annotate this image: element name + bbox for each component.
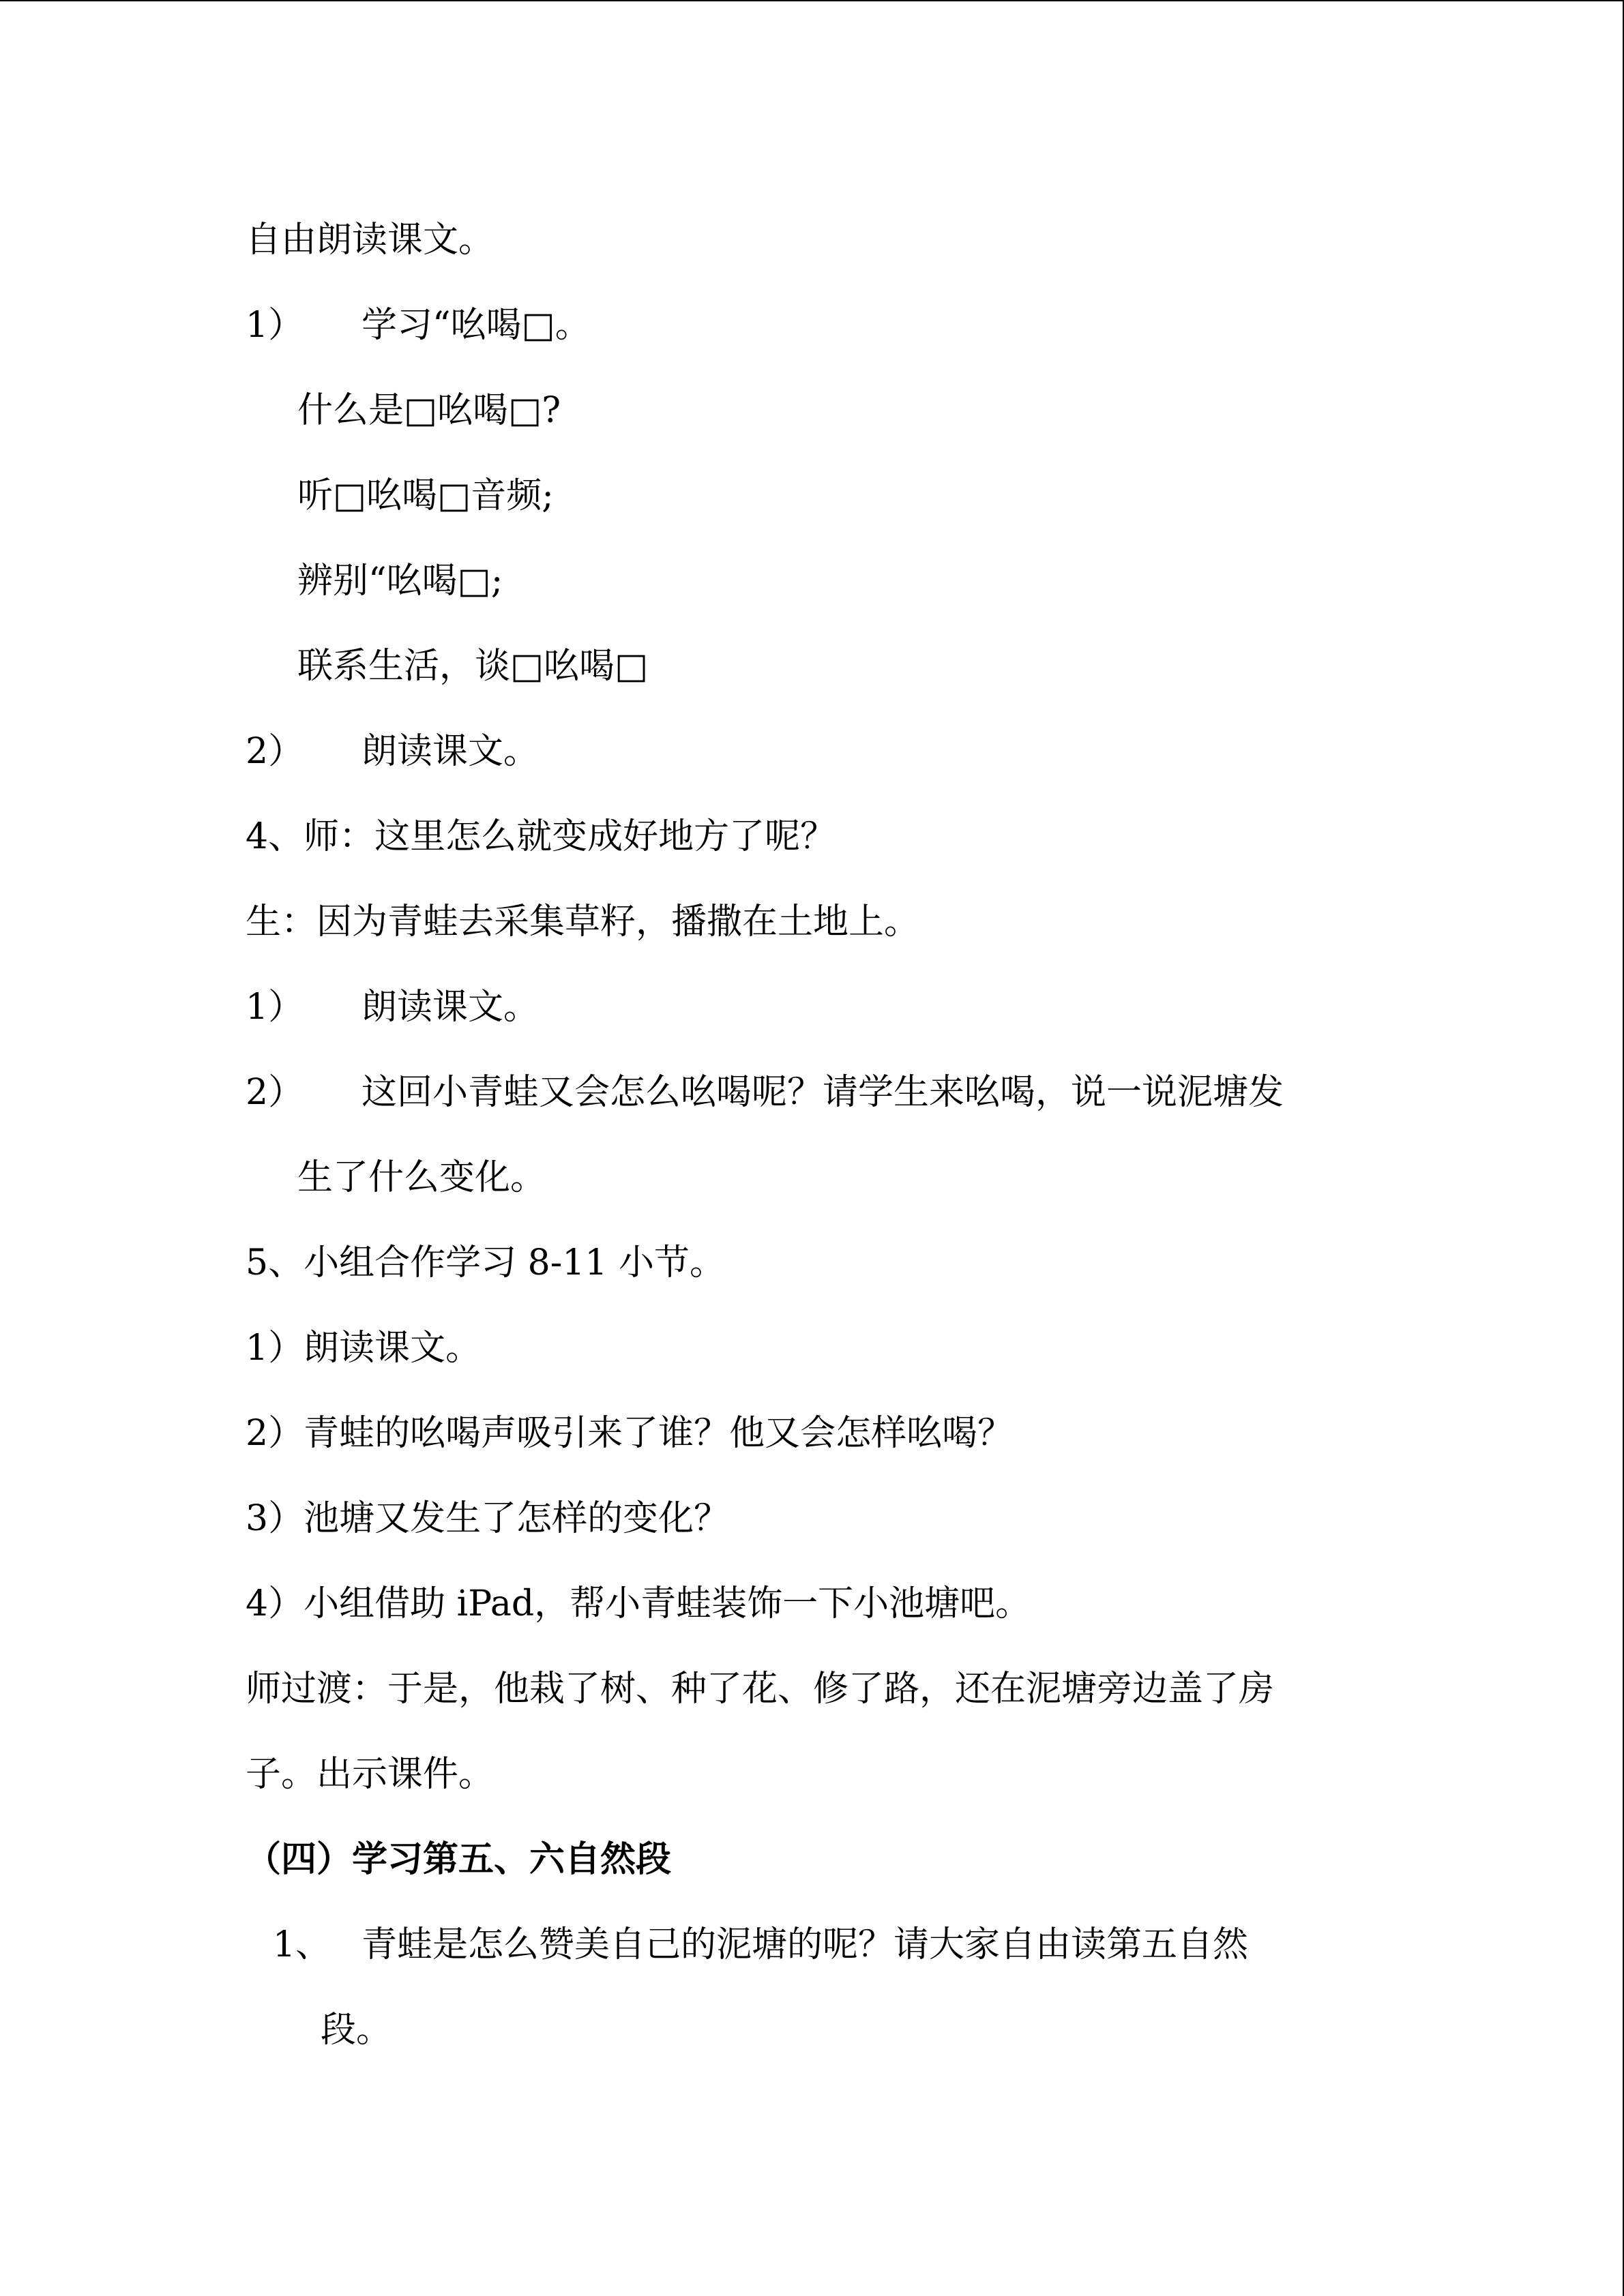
sub-item-text: 听□吆喝□音频; xyxy=(297,475,554,516)
list-item-text: 青蛙是怎么赞美自己的泥塘的呢？请大家自由读第五自然 xyxy=(361,1924,1249,1965)
paragraph xyxy=(246,1398,1371,1483)
paragraph xyxy=(246,801,1371,886)
paragraph-text: 师过渡：于是，他栽了树、种了花、修了路，还在泥塘旁边盖了房 xyxy=(246,1669,1275,1710)
paragraph-text: 1）朗读课文。 xyxy=(246,1328,482,1369)
paragraph xyxy=(246,886,1371,972)
continuation-line xyxy=(246,1995,1371,2080)
paragraph-text: 子。出示课件。 xyxy=(246,1754,494,1795)
paragraph-text: 3）池塘又发生了怎样的变化？ xyxy=(246,1498,730,1539)
paragraph xyxy=(246,1739,1371,1824)
paragraph xyxy=(246,1654,1371,1739)
sub-item xyxy=(246,631,1371,716)
sub-item xyxy=(246,375,1371,460)
list-item xyxy=(246,290,1371,375)
paragraph xyxy=(246,205,1371,290)
sub-item xyxy=(246,460,1371,546)
paragraph xyxy=(246,1313,1371,1398)
paragraph-text: 5、小组合作学习 8-11 小节。 xyxy=(246,1242,725,1283)
list-number: 2） xyxy=(246,1072,304,1113)
list-item-text: 这回小青蛙又会怎么吆喝呢？请学生来吆喝，说一说泥塘发 xyxy=(361,1072,1284,1113)
paragraph-text: 2）青蛙的吆喝声吸引来了谁？他又会怎样吆喝？ xyxy=(246,1413,1014,1454)
continuation-text: 生了什么变化。 xyxy=(297,1157,546,1198)
paragraph-text: 生：因为青蛙去采集草籽，播撒在土地上。 xyxy=(246,901,920,942)
list-item xyxy=(246,716,1371,801)
sub-item-text: 辨别“吆喝□; xyxy=(297,561,503,601)
paragraph-text: 4、师：这里怎么就变成好地方了呢？ xyxy=(246,816,836,857)
list-item xyxy=(246,972,1371,1057)
paragraph xyxy=(246,1227,1371,1313)
section-heading-text: （四）学习第五、六自然段 xyxy=(246,1838,672,1880)
list-number: 1） xyxy=(246,987,304,1028)
paragraph xyxy=(246,1483,1371,1568)
list-item xyxy=(246,1057,1371,1142)
section-heading xyxy=(246,1824,1371,1909)
paragraph xyxy=(246,1568,1371,1654)
continuation-line xyxy=(246,1142,1371,1227)
sub-item-text: 联系生活，谈□吆喝□ xyxy=(297,646,649,687)
list-item xyxy=(246,1909,1371,1995)
paragraph-text: 4）小组借助 iPad，帮小青蛙装饰一下小池塘吧。 xyxy=(246,1583,1031,1624)
list-item-text: 学习“吆喝□。 xyxy=(361,305,591,346)
sub-item-text: 什么是□吆喝□? xyxy=(297,390,561,431)
list-item-text: 朗读课文。 xyxy=(361,731,540,772)
sub-item xyxy=(246,546,1371,631)
list-number: 2） xyxy=(246,731,304,772)
list-number: 1） xyxy=(246,305,304,346)
list-number: 1、 xyxy=(273,1924,331,1965)
list-item-text: 朗读课文。 xyxy=(361,987,540,1028)
paragraph-text: 自由朗读课文。 xyxy=(246,220,494,260)
continuation-text: 段。 xyxy=(321,2010,392,2051)
document-body xyxy=(246,205,1371,2080)
